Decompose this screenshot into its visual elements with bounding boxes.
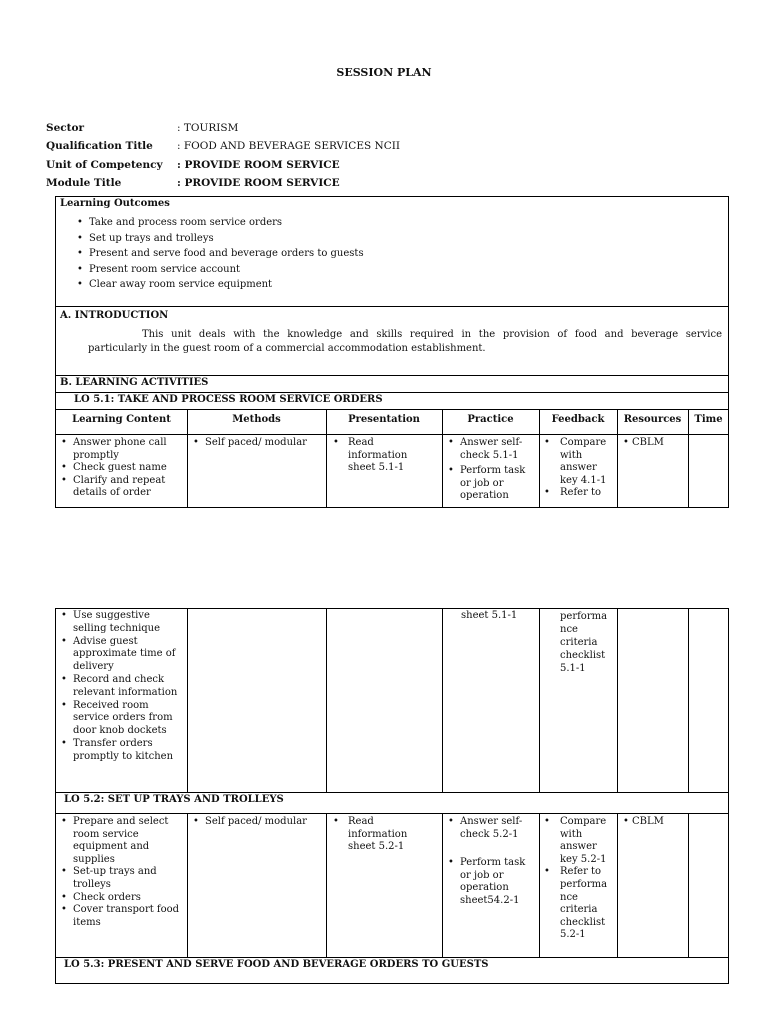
list-item: • Present room service account: [74, 262, 364, 278]
list-item: • Clear away room service equipment: [74, 277, 364, 293]
list-item: • Compare with answer key 4.1-1: [541, 437, 616, 487]
list-item: • Perform task or job or operation sheet54.2-1: [445, 857, 537, 907]
introduction-line-1: This unit deals with the knowledge and skills required in the provision of food and beverage service: [142, 329, 722, 340]
list-item: • Use suggestive selling technique: [58, 610, 182, 636]
feedback-continued: performa nce criteria checklist 5.1-1: [560, 611, 608, 674]
methods-list: [190, 816, 320, 829]
list-item: • Answer self-check 5.2-1: [445, 816, 537, 841]
lo-5-3-heading: LO 5.3: PRESENT AND SERVE FOOD AND BEVERAGE ORDERS TO GUESTS: [64, 959, 489, 970]
lo-5-2-heading: LO 5.2: SET UP TRAYS AND TROLLEYS: [64, 794, 284, 805]
list-item: • Check guest name: [58, 462, 182, 475]
meta-key: Sector: [46, 122, 85, 134]
column-header: Presentation: [348, 414, 420, 425]
session-table-2: [55, 608, 729, 984]
list-item: • Clarify and repeat details of order: [58, 475, 182, 500]
introduction-heading: A. INTRODUCTION: [60, 310, 169, 321]
list-item: • Compare with answer key 5.2-1: [541, 816, 616, 866]
list-item: • Read information sheet 5.1-1: [330, 437, 422, 475]
meta-value: : TOURISM: [177, 122, 239, 134]
list-item: • Refer to: [541, 487, 616, 500]
resources-list: [620, 437, 686, 450]
list-item: • Answer phone call promptly: [58, 437, 182, 462]
list-item: • Received room service orders from door knob dockets: [58, 700, 182, 738]
learning-content-list: [58, 437, 182, 500]
list-item: • Take and process room service orders: [74, 215, 364, 231]
meta-value: : PROVIDE ROOM SERVICE: [177, 159, 340, 171]
feedback-list: [541, 437, 616, 500]
list-item: • Self paced/ modular: [190, 816, 320, 829]
introduction-line-2: particularly in the guest room of a commercial accommodation establishment.: [88, 343, 486, 354]
list-item: • Set up trays and trolleys: [74, 231, 364, 247]
list-item: • Record and check relevant information: [58, 674, 182, 700]
list-item: • Perform task or job or operation: [445, 465, 535, 503]
column-header: Methods: [232, 414, 281, 425]
list-item: • Self paced/ modular: [190, 437, 320, 450]
learning-outcomes-heading: Learning Outcomes: [60, 198, 170, 209]
session-table-1: [55, 196, 729, 508]
practice-continued: sheet 5.1-1: [461, 610, 518, 621]
learning-activities-heading: B. LEARNING ACTIVITIES: [60, 377, 209, 388]
meta-value: : FOOD AND BEVERAGE SERVICES NCII: [177, 140, 401, 152]
list-item: • CBLM: [620, 437, 686, 450]
list-item: • Check orders: [58, 892, 182, 905]
presentation-list: [330, 816, 422, 854]
page-title: SESSION PLAN: [336, 66, 432, 79]
practice-list: [445, 816, 537, 908]
learning-content-list: [58, 610, 182, 764]
practice-list: [445, 437, 535, 503]
list-item: • Prepare and select room service equipment and supplies: [58, 816, 182, 866]
list-item: • CBLM: [620, 816, 686, 829]
list-item: • Read information sheet 5.2-1: [330, 816, 422, 854]
meta-key: Qualification Title: [46, 140, 153, 152]
list-item: • Transfer orders promptly to kitchen: [58, 738, 182, 764]
list-item: • Cover transport food items: [58, 904, 182, 929]
list-item: • Advise guest approximate time of delivery: [58, 636, 182, 674]
meta-value: : PROVIDE ROOM SERVICE: [177, 177, 340, 189]
list-item: • Set-up trays and trolleys: [58, 866, 182, 891]
resources-list: [620, 816, 686, 829]
column-header: Learning Content: [72, 414, 171, 425]
lo-5-1-heading: LO 5.1: TAKE AND PROCESS ROOM SERVICE ORDERS: [74, 394, 383, 405]
learning-outcomes-list: [74, 215, 364, 293]
column-header: Resources: [623, 414, 682, 425]
presentation-list: [330, 437, 422, 475]
column-header: Practice: [467, 414, 514, 425]
list-item: • Answer self-check 5.1-1: [445, 437, 535, 462]
learning-content-list: [58, 816, 182, 929]
feedback-list: [541, 816, 616, 942]
list-item: • Present and serve food and beverage orders to guests: [74, 246, 364, 262]
list-item: • Refer to performa nce criteria checklist 5.2-1: [541, 866, 616, 942]
methods-list: [190, 437, 320, 450]
column-header: Time: [694, 414, 723, 425]
column-header: Feedback: [551, 414, 605, 425]
meta-key: Module Title: [46, 177, 122, 189]
meta-key: Unit of Competency: [46, 159, 163, 171]
